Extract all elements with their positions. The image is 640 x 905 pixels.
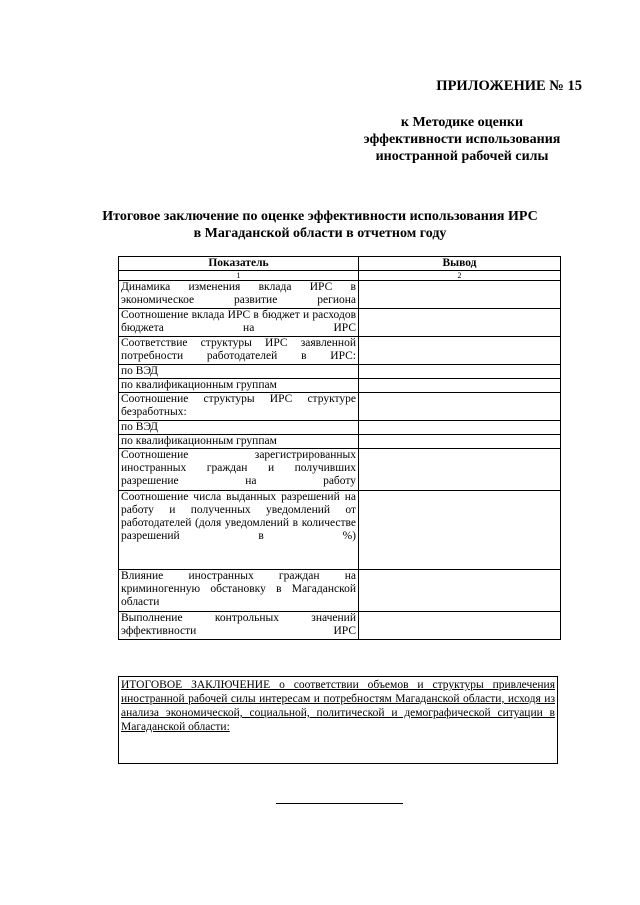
conclusion-cell[interactable] — [359, 612, 561, 640]
indicators-table — [118, 256, 561, 640]
conclusion-cell[interactable] — [359, 435, 561, 449]
column-number: 1 — [119, 271, 359, 281]
indicator-cell: по ВЭД — [119, 421, 359, 435]
indicator-cell: Выполнение контрольных значений эффективности ИРС — [119, 612, 359, 640]
document-title — [80, 208, 560, 242]
table-row — [119, 337, 561, 365]
conclusion-cell[interactable] — [359, 337, 561, 365]
appendix-subtitle-line: к Методике оценки — [400, 115, 524, 130]
conclusion-cell[interactable] — [359, 379, 561, 393]
conclusion-cell[interactable] — [359, 421, 561, 435]
indicator-cell: по квалификационным группам — [119, 435, 359, 449]
conclusion-cell[interactable] — [359, 393, 561, 421]
bottom-divider — [276, 803, 403, 804]
table-row — [119, 281, 561, 309]
table-row — [119, 570, 561, 612]
indicator-cell: Соответствие структуры ИРС заявленной потребности работодателей в ИРС: — [119, 337, 359, 365]
table-row — [119, 491, 561, 570]
appendix-number: ПРИЛОЖЕНИЕ № 15 — [436, 78, 582, 94]
indicator-cell: по квалификационным группам — [119, 379, 359, 393]
conclusion-cell[interactable] — [359, 570, 561, 612]
indicator-cell: Динамика изменения вклада ИРС в экономическое развитие региона — [119, 281, 359, 309]
column-number: 2 — [359, 271, 561, 281]
title-line: в Магаданской области в отчетном году — [193, 226, 447, 241]
table-header-row — [119, 257, 561, 271]
conclusion-cell[interactable] — [359, 365, 561, 379]
final-conclusion-box[interactable] — [118, 676, 558, 764]
conclusion-cell[interactable] — [359, 449, 561, 491]
conclusion-cell[interactable] — [359, 309, 561, 337]
final-conclusion-text: ИТОГОВОЕ ЗАКЛЮЧЕНИЕ о соответствии объемов и структуры привлечения иностранной рабочей силы интересам и потребностям Магаданской области, исходя из анализа экономической, социальной, политической и демографической ситуации в Магаданской области: — [121, 679, 555, 733]
table-row — [119, 421, 561, 435]
appendix-header — [282, 78, 582, 165]
conclusion-cell[interactable] — [359, 281, 561, 309]
table-row — [119, 309, 561, 337]
indicator-cell: Соотношение структуры ИРС структуре безработных: — [119, 393, 359, 421]
table-row — [119, 435, 561, 449]
indicator-cell: Соотношение числа выданных разрешений на работу и полученных уведомлений от работодателей (доля уведомлений в количестве разрешений в %) — [119, 491, 359, 570]
indicator-cell: по ВЭД — [119, 365, 359, 379]
table-row — [119, 612, 561, 640]
header-indicator: Показатель — [119, 257, 359, 271]
appendix-subtitle-line: иностранной рабочей силы — [375, 149, 549, 164]
indicator-cell: Влияние иностранных граждан на криминогенную обстановку в Магаданской области — [119, 570, 359, 612]
appendix-subtitle-line: эффективности использования — [363, 132, 561, 147]
title-line: Итоговое заключение по оценке эффективности использования ИРС — [102, 209, 538, 224]
conclusion-cell[interactable] — [359, 491, 561, 570]
table-row — [119, 393, 561, 421]
table-row — [119, 379, 561, 393]
table-row — [119, 365, 561, 379]
table-row — [119, 449, 561, 491]
indicator-cell: Соотношение вклада ИРС в бюджет и расходов бюджета на ИРС — [119, 309, 359, 337]
header-conclusion: Вывод — [359, 257, 561, 271]
column-number-row — [119, 271, 561, 281]
indicator-cell: Соотношение зарегистрированных иностранных граждан и получивших разрешение на работу — [119, 449, 359, 491]
